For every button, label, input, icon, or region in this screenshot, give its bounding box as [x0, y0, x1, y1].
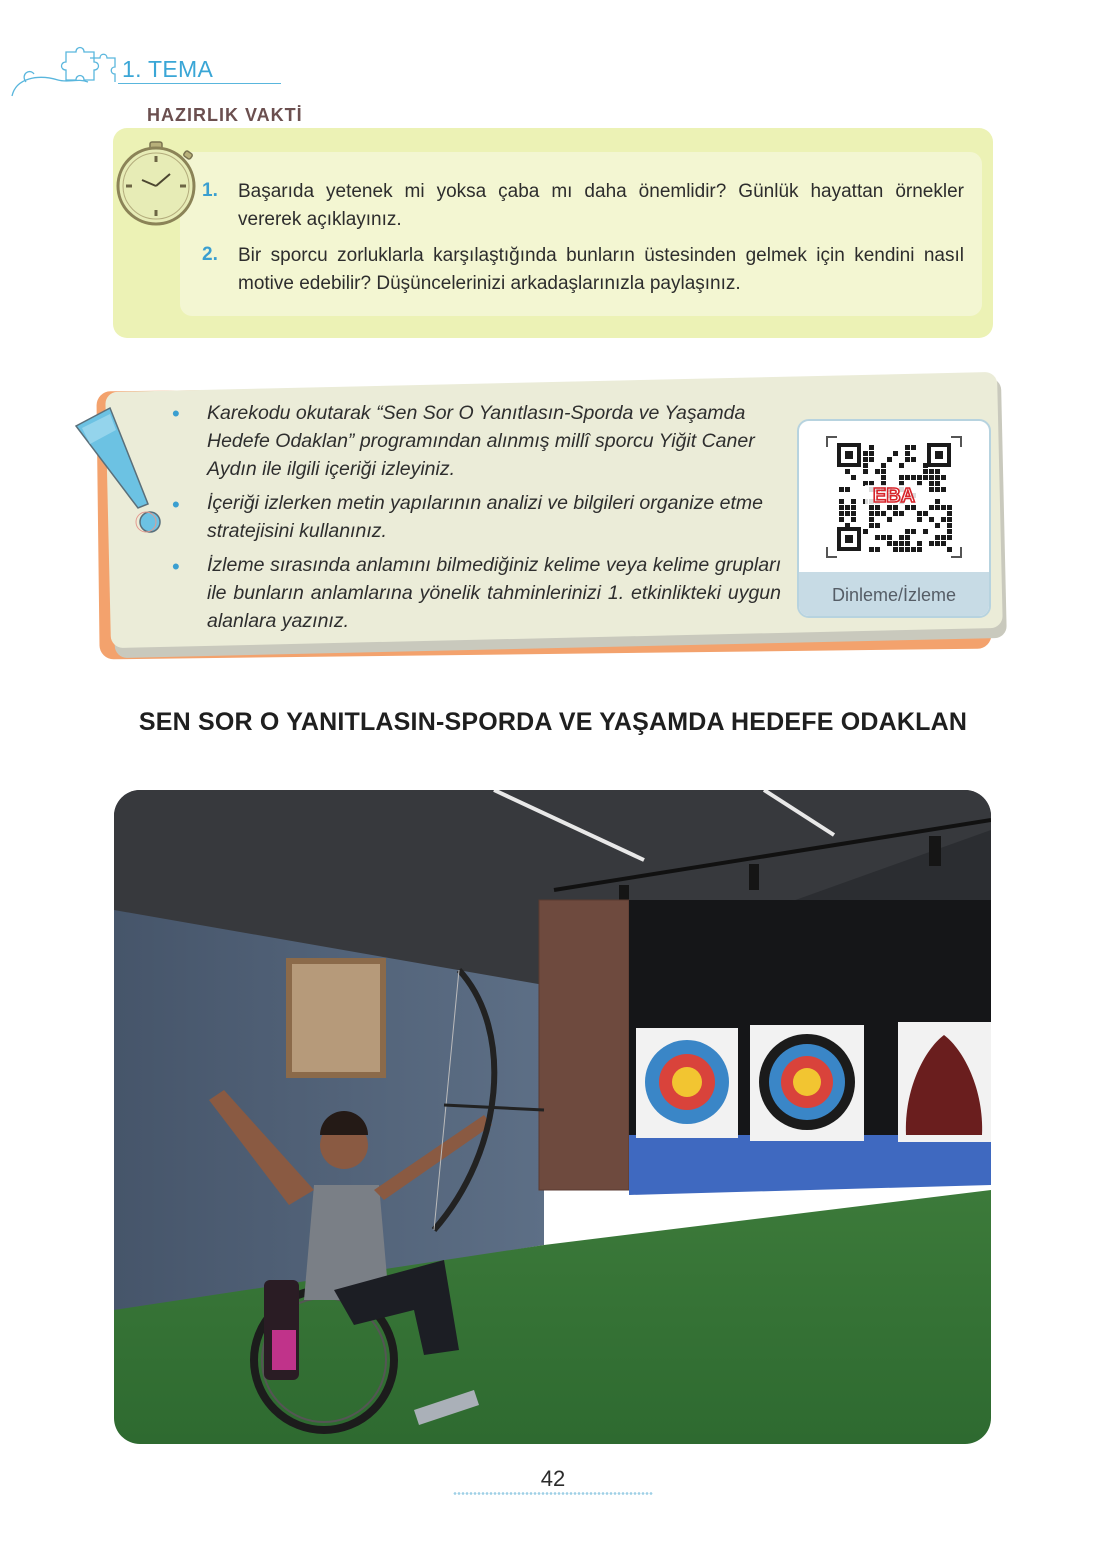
qr-module: [935, 499, 940, 504]
qr-module: [881, 463, 886, 468]
qr-module: [935, 523, 940, 528]
qr-code-icon[interactable]: [825, 433, 963, 561]
qr-module: [935, 541, 940, 546]
qr-module: [905, 457, 910, 462]
question-text: Başarıda yetenek mi yoksa çaba mı daha önemlidir? Günlük hayattan örnekler vererek açıklayınız.: [238, 181, 964, 230]
qr-module: [881, 469, 886, 474]
qr-module: [941, 475, 946, 480]
qr-module: [917, 541, 922, 546]
qr-module: [923, 511, 928, 516]
qr-module: [875, 535, 880, 540]
question-text: Bir sporcu zorluklarla karşılaştığında bunların üstesinden gelmek için kendini nasıl motive edebilir? Düşüncelerinizi arkadaşlarınızla paylaşınız.: [238, 245, 964, 294]
qr-module: [905, 475, 910, 480]
qr-module: [923, 475, 928, 480]
qr-module: [905, 445, 910, 450]
qr-module: [917, 475, 922, 480]
qr-module: [911, 475, 916, 480]
qr-module: [899, 475, 904, 480]
qr-module: [947, 535, 952, 540]
qr-module: [899, 541, 904, 546]
qr-module: [929, 469, 934, 474]
qr-module: [899, 535, 904, 540]
qr-caption: Dinleme/İzleme: [831, 585, 957, 605]
qr-module: [845, 511, 850, 516]
qr-module: [869, 517, 874, 522]
qr-module: [839, 511, 844, 516]
qr-module: [941, 487, 946, 492]
qr-module: [875, 511, 880, 516]
qr-module: [947, 529, 952, 534]
qr-module: [851, 475, 856, 480]
qr-module: [917, 511, 922, 516]
qr-module: [941, 535, 946, 540]
qr-module: [911, 547, 916, 552]
qr-module: [929, 517, 934, 522]
qr-module: [881, 535, 886, 540]
qr-module: [893, 451, 898, 456]
qr-module: [911, 445, 916, 450]
qr-module: [941, 517, 946, 522]
qr-module: [935, 505, 940, 510]
qr-module: [893, 511, 898, 516]
qr-module: [869, 523, 874, 528]
qr-module: [851, 505, 856, 510]
instruction-text: Karekodu okutarak “Sen Sor O Yanıtlasın-Sporda ve Yaşamda Hedefe Odaklan” programından alınmış millî sporcu Yiğit Caner Aydın ile ilgili içeriği izleyiniz.: [207, 402, 755, 480]
qr-module: [935, 535, 940, 540]
qr-module: [911, 457, 916, 462]
qr-module: [845, 505, 850, 510]
qr-module: [869, 457, 874, 462]
qr-module: [887, 457, 892, 462]
qr-module: [851, 499, 856, 504]
eba-logo: EBA: [872, 485, 916, 507]
article-title: SEN SOR O YANITLASIN-SPORDA VE YAŞAMDA HEDEFE ODAKLAN: [138, 708, 968, 736]
qr-module: [935, 487, 940, 492]
qr-module: [887, 541, 892, 546]
qr-module: [893, 547, 898, 552]
qr-module: [875, 523, 880, 528]
theme-underline: [118, 83, 281, 84]
qr-module: [869, 511, 874, 516]
qr-module: [839, 505, 844, 510]
qr-module: [935, 469, 940, 474]
qr-module: [863, 469, 868, 474]
qr-module: [899, 463, 904, 468]
qr-module: [947, 511, 952, 516]
qr-module: [887, 535, 892, 540]
qr-module: [845, 487, 850, 492]
bullet-icon: •: [172, 554, 180, 579]
qr-module: [905, 547, 910, 552]
qr-module: [947, 547, 952, 552]
question-number: 2.: [202, 244, 218, 265]
bullet-icon: •: [172, 401, 180, 426]
qr-module: [869, 451, 874, 456]
qr-module: [881, 475, 886, 480]
qr-module: [935, 481, 940, 486]
qr-module: [917, 547, 922, 552]
qr-module: [863, 463, 868, 468]
page-number: 42: [540, 1466, 566, 1491]
qr-module: [869, 445, 874, 450]
qr-module: [947, 523, 952, 528]
qr-module: [905, 529, 910, 534]
instruction-text: İzleme sırasında anlamını bilmediğiniz kelime veya kelime grupları ile bunların anlamlarına yönelik tahminlerinizi 1. etkinlikteki uygun alanlara yazınız.: [207, 554, 781, 632]
qr-module: [851, 517, 856, 522]
puzzle-icon: [8, 38, 120, 100]
qr-module: [845, 469, 850, 474]
qr-module: [893, 541, 898, 546]
question-number: 1.: [202, 180, 218, 201]
exclamation-icon: [70, 404, 170, 534]
qr-module: [923, 469, 928, 474]
archery-scene-image: [114, 790, 991, 1444]
qr-module: [941, 541, 946, 546]
qr-module: [899, 511, 904, 516]
qr-module: [839, 487, 844, 492]
qr-module: [929, 475, 934, 480]
qr-module: [929, 541, 934, 546]
qr-module: [947, 505, 952, 510]
qr-module: [911, 529, 916, 534]
instruction-text: İçeriği izlerken metin yapılarının analizi ve bilgileri organize etme stratejisini kullanınız.: [207, 492, 764, 542]
qr-module: [887, 517, 892, 522]
qr-module: [863, 451, 868, 456]
footer-dotted-line: [453, 1491, 653, 1497]
qr-module: [839, 499, 844, 504]
bullet-icon: •: [172, 492, 180, 517]
stopwatch-icon: [112, 140, 202, 230]
archery-photo: [114, 790, 991, 1444]
qr-module: [899, 547, 904, 552]
qr-module: [875, 469, 880, 474]
qr-module: [863, 457, 868, 462]
qr-module: [851, 511, 856, 516]
qr-module: [905, 451, 910, 456]
qr-module: [923, 529, 928, 534]
section-heading: HAZIRLIK VAKTİ: [147, 105, 303, 125]
theme-label: 1. TEMA: [122, 56, 214, 82]
qr-module: [929, 481, 934, 486]
qr-module: [929, 487, 934, 492]
qr-module: [881, 511, 886, 516]
qr-module: [863, 529, 868, 534]
qr-module: [875, 547, 880, 552]
qr-module: [917, 517, 922, 522]
qr-module: [941, 505, 946, 510]
qr-module: [905, 541, 910, 546]
qr-module: [839, 517, 844, 522]
qr-module: [869, 547, 874, 552]
qr-module: [947, 517, 952, 522]
qr-module: [929, 505, 934, 510]
qr-module: [935, 475, 940, 480]
qr-card[interactable]: [797, 419, 991, 618]
qr-module: [905, 535, 910, 540]
